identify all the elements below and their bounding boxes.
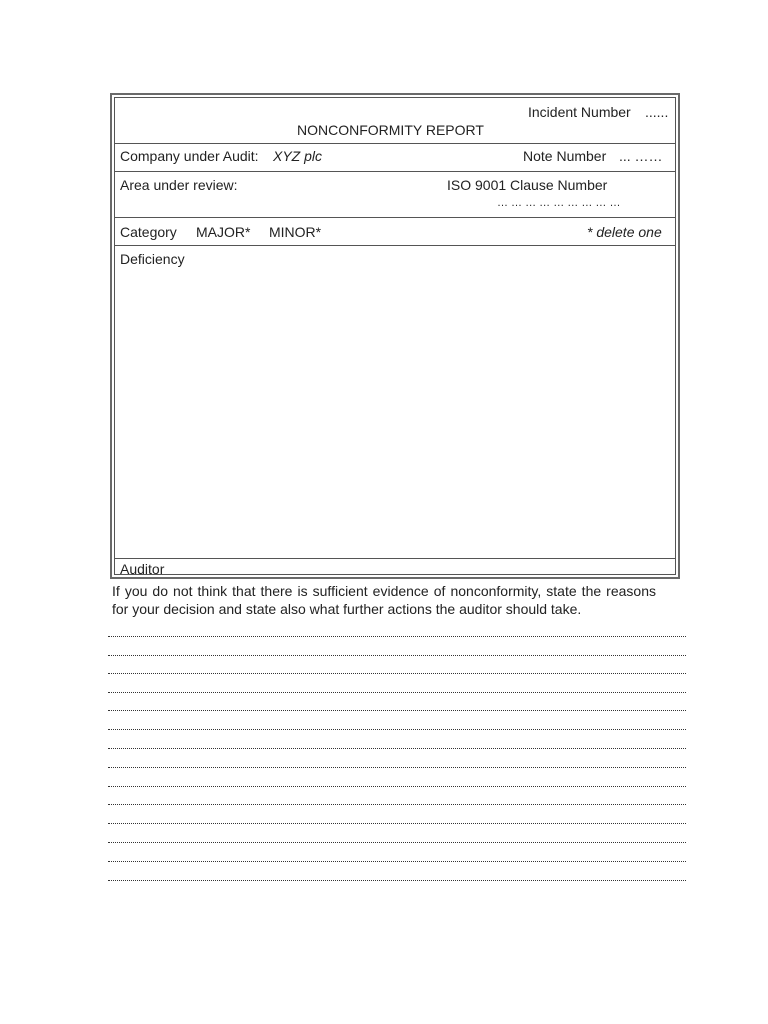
incident-number-field[interactable]: ...... bbox=[645, 104, 669, 120]
category-major-option[interactable]: MAJOR* bbox=[196, 224, 251, 240]
auditor-label: Auditor bbox=[120, 561, 165, 577]
answer-line[interactable] bbox=[108, 804, 686, 805]
nonconformity-report-form bbox=[110, 93, 680, 579]
category-label: Category bbox=[120, 224, 177, 240]
deficiency-box[interactable] bbox=[115, 246, 675, 559]
answer-line[interactable] bbox=[108, 880, 686, 881]
company-label: Company under Audit: bbox=[120, 148, 259, 164]
answer-line[interactable] bbox=[108, 786, 686, 787]
answer-line[interactable] bbox=[108, 655, 686, 656]
company-row bbox=[115, 144, 675, 172]
note-number-field[interactable]: ... …… bbox=[619, 148, 663, 164]
category-row bbox=[115, 218, 675, 246]
report-title: NONCONFORMITY REPORT bbox=[297, 122, 484, 138]
auditor-row[interactable] bbox=[115, 559, 675, 578]
deficiency-label: Deficiency bbox=[120, 251, 185, 267]
iso-clause-field[interactable]: … … … … … … … … … bbox=[497, 197, 621, 209]
answer-line[interactable] bbox=[108, 748, 686, 749]
incident-number-label: Incident Number bbox=[528, 104, 631, 120]
answer-line[interactable] bbox=[108, 636, 686, 637]
form-inner-frame bbox=[114, 97, 676, 575]
header-row bbox=[115, 98, 675, 144]
answer-line[interactable] bbox=[108, 710, 686, 711]
answer-line[interactable] bbox=[108, 729, 686, 730]
iso-clause-label: ISO 9001 Clause Number bbox=[447, 177, 608, 193]
answer-line[interactable] bbox=[108, 842, 686, 843]
area-under-review-label: Area under review: bbox=[120, 177, 238, 193]
instruction-text: If you do not think that there is sufficient evidence of nonconformity, state the reasons for your decision and state also what further actions the auditor should take. bbox=[112, 583, 656, 617]
answer-line[interactable] bbox=[108, 767, 686, 768]
answer-line[interactable] bbox=[108, 673, 686, 674]
answer-line[interactable] bbox=[108, 692, 686, 693]
note-number-label: Note Number bbox=[523, 148, 607, 164]
category-minor-option[interactable]: MINOR* bbox=[269, 224, 322, 240]
answer-line[interactable] bbox=[108, 861, 686, 862]
answer-line[interactable] bbox=[108, 823, 686, 824]
company-value[interactable]: XYZ plc bbox=[273, 148, 323, 164]
delete-one-note: * delete one bbox=[587, 224, 662, 240]
area-row bbox=[115, 172, 675, 218]
